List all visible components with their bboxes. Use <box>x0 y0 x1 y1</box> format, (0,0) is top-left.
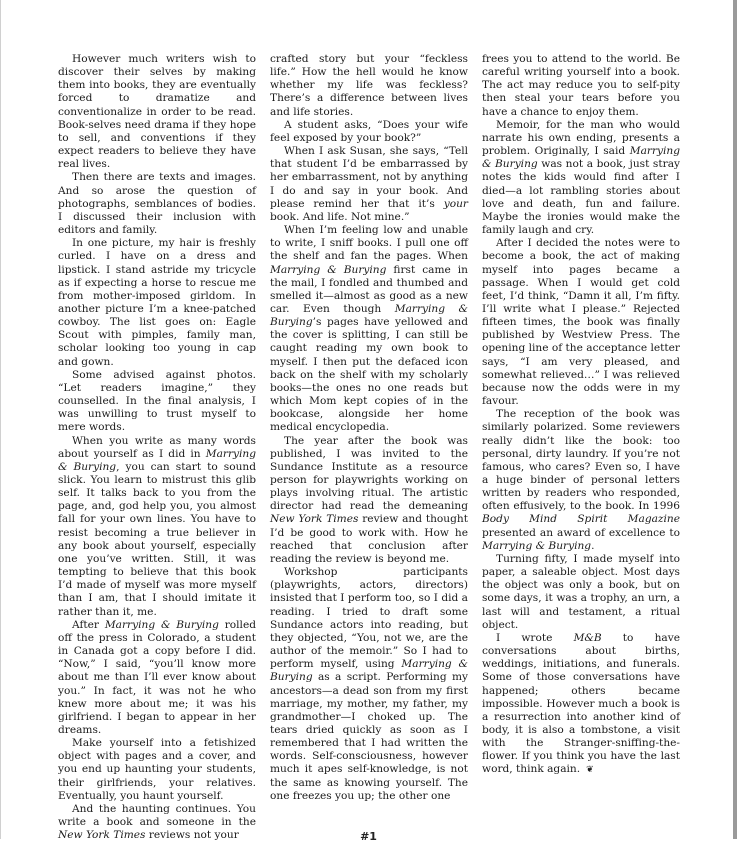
paragraph: However much writers wish to discover their selves by making them into books, they are eventually forced to dramatize and conventionalize in order to be read. Book-selves need drama if they hope to sell, and conventions if they expect readers to believe they have real lives. <box>58 53 256 171</box>
italic-title: New York Times <box>58 829 146 842</box>
paragraph: Turning fifty, I made myself into paper, a saleable object. Most days the object was only a book, but on some days, it was a trophy, an urn, a last will and testament, a ritual object. <box>482 552 680 631</box>
end-mark-icon: ❦ <box>586 765 594 776</box>
italic-title: Marrying & Burying <box>58 447 256 473</box>
italic-title: your <box>443 197 468 210</box>
paragraph: A student asks, “Does your wife feel exposed by your book?” <box>270 118 468 144</box>
paragraph: And the haunting continues. You write a book and someone in the New York Times reviews not your <box>58 802 256 842</box>
italic-title: Marrying & Burying <box>482 145 680 171</box>
page-right-edge <box>733 0 737 839</box>
paragraph: After Marrying & Burying rolled off the press in Colorado, a student in Canada got a copy before I did. “Now,” I said, “you’ll know more about me than I’ll ever know about you.” In fact, it was not he who knew more about me; it was his girlfriend. I began to appear in her dreams. <box>58 618 256 736</box>
paragraph: When you write as many words about yourself as I did in Marrying & Burying, you can start to sound slick. You learn to mistrust this glib self. It talks back to you from the page, and, god help you, you almost fall for your own lines. You have to resist becoming a true believer in any book about yourself, especially one you’ve written. Still, it was tempting to believe that this book I’d made of myself was more myself than I am, that I should imitate it rather than it, me. <box>58 434 256 618</box>
page-left-edge <box>0 0 1 839</box>
paragraph: After I decided the notes were to become a book, the act of making myself into pages became a passage. When I would get cold feet, I’d think, “Damn it all, I’m fifty. I’ll write what I please.” Rejected fifteen times, the book was finally published by Westview Press. The opening line of the acceptance letter says, “I am very pleased, and somewhat relieved…” I was relieved because now the odds were in my favour. <box>482 237 680 408</box>
italic-title: New York Times <box>270 513 359 526</box>
column-3 <box>482 53 680 842</box>
italic-title: M&B <box>573 631 602 644</box>
column-2 <box>270 53 468 842</box>
paragraph: crafted story but your “feckless life.” How the hell would he know whether my life was feckless? There’s a difference between lives and life stories. <box>270 53 468 118</box>
paragraph: I wrote M&B to have conversations about births, weddings, initiations, and funerals. Some of those conversations have happened; others became impossible. However much a book is a resurrection into another kind of body, it is also a tombstone, a visit with the Stranger-sniffing-the-flower. If you think you have the last word, think again. ❦ <box>482 631 680 776</box>
paragraph: Memoir, for the man who would narrate his own ending, presents a problem. Originally, I said Marrying & Burying was not a book, just stray notes the kids would find after I died—a lot rambling stories about love and death, fun and failure. Maybe the ironies would make the family laugh and cry. <box>482 118 680 237</box>
paragraph: When I ask Susan, she says, “Tell that student I’d be embarrassed by her embarrassment, not by anything I do and say in your book. And please remind her that it’s your book. And life. Not mine.” <box>270 145 468 223</box>
column-1 <box>58 53 256 842</box>
italic-title: Marrying & Burying <box>270 658 468 684</box>
paragraph: Make yourself into a fetishized object with pages and a cover, and you end up haunting your students, their girlfriends, your relatives. Eventually, you haunt yourself. <box>58 737 256 802</box>
page-number: #1 <box>360 830 377 843</box>
paragraph: When I’m feeling low and unable to write, I sniff books. I pull one off the shelf and fan the pages. When Marrying & Burying first came in the mail, I fondled and thumbed and smelled it—almost as good as a new car. Even though Marrying & Burying’s pages have yellowed and the cover is splitting, I can still be caught reading my own book to myself. I then put the defaced icon back on the shelf with my scholarly books—the ones no one reads but which Mom kept copies of in the bookcase, alongside her home medical encyclopedia. <box>270 224 468 434</box>
paragraph: The reception of the book was similarly polarized. Some reviewers really didn’t like the book: too personal, dirty laundry. If you’re not famous, who cares? Even so, I have a huge binder of personal letters written by readers who responded, often effusively, to the book. In 1996 Body Mind Spirit Magazine presented an award of excellence to Marrying & Burying. <box>482 408 680 552</box>
italic-title: Body Mind Spirit Magazine <box>482 513 680 526</box>
article-body <box>58 53 680 842</box>
paragraph: Then there are texts and images. And so arose the question of photographs, semblances of bodies. I discussed their inclusion with editors and family. <box>58 171 256 237</box>
italic-title: Marrying & Burying <box>104 618 219 631</box>
italic-title: Marrying & Burying <box>482 539 592 552</box>
italic-title: Marrying & Burying <box>270 302 468 329</box>
paragraph: In one picture, my hair is freshly curled. I have on a dress and lipstick. I stand astride my tricycle as if expecting a horse to rescue me from mother-imposed girldom. In another picture I’m a knee-patched cowboy. The list goes on: Eagle Scout with pimples, family man, scholar looking too young in cap and gown. <box>58 237 256 368</box>
italic-title: Marrying & Burying <box>270 263 387 276</box>
paragraph: Workshop participants (playwrights, actors, directors) insisted that I perform too, so I did a reading. I tried to draft some Sundance actors into reading, but they objected, “You, not we, are the author of the memoir.” So I had to perform myself, using Marrying & Burying as a script. Performing my ancestors—a dead son from my first marriage, my mother, my father, my grandmother—I choked up. The tears dried quickly as soon as I remembered that I had written the words. Self-consciousness, however much it apes self-knowledge, is not the same as knowing yourself. The one freezes you up; the other one <box>270 566 468 802</box>
paragraph: The year after the book was published, I was invited to the Sundance Institute as a resource person for playwrights working on plays involving ritual. The artistic director had read the demeaning New York Times review and thought I’d be good to work with. How he reached that conclusion after reading the review is beyond me. <box>270 434 468 565</box>
paragraph: Some advised against photos. “Let readers imagine,” they counselled. In the final analysis, I was unwilling to trust myself to mere words. <box>58 368 256 434</box>
paragraph: frees you to attend to the world. Be careful writing yourself into a book. The act may reduce you to self-pity then steal your tears before you have a chance to enjoy them. <box>482 53 680 118</box>
